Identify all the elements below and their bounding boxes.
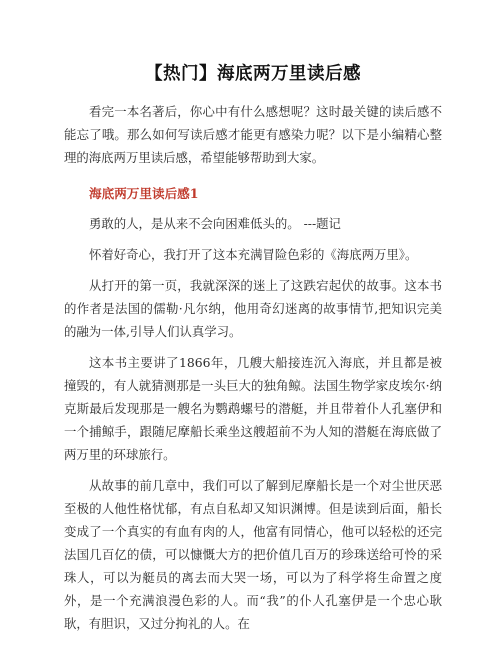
section-heading: 海底两万里读后感1 (89, 186, 199, 201)
body-paragraph-3: 这本书主要讲了1866年，几艘大船接连沉入海底，并且都是被撞毁的，有人就猜测那是一头巨大的独角鲸。法国生物学家皮埃尔·纳克斯最后发现那是一艘名为鹦鹉螺号的潜艇，并且带着仆人孔塞伊和一个捕鲸手，跟随尼摩船长乘坐这艘超前不为人知的潜艇在海底做了两万里的环球旅行。 (64, 355, 442, 462)
document-title: 【热门】海底两万里读后感 (145, 64, 361, 84)
body-paragraph-1: 怀着好奇心，我打开了这本充满冒险色彩的《海底两万里》。 (89, 247, 418, 262)
epigraph-paragraph: 勇敢的人，是从来不会向困难低头的。 ---题记 (89, 216, 341, 231)
body-paragraph-2: 从打开的第一页，我就深深的迷上了这跌宕起伏的故事。这本书的作者是法国的儒勒·凡尔纳，他用奇幻迷离的故事情节,把知识完美的融为一体,引导人们认真学习。 (64, 278, 442, 339)
intro-paragraph: 看完一本名著后，你心中有什么感想呢？这时最关键的读后感不能忘了哦。那么如何写读后感才能更有感染力呢？以下是小编精心整理的海底两万里读后感，希望能够帮助到大家。 (64, 104, 442, 165)
body-paragraph-4: 从故事的前几章中，我们可以了解到尼摩船长是一个对尘世厌恶至极的人他性格忧郁，有点自私却又知识渊博。但是读到后面，船长变成了一个真实的有血有肉的人，他富有同情心，他可以轻松的还完法国几百亿的债，可以慷慨大方的把价值几百万的珍珠送给可怜的采珠人，可以为艇员的离去而大哭一场，可以为了科学将生命置之度外，是一个充满浪漫色彩的人。而“我”的仆人孔塞伊是一个忠心耿耿，有胆识，又过分拘礼的人。在 (64, 478, 442, 631)
